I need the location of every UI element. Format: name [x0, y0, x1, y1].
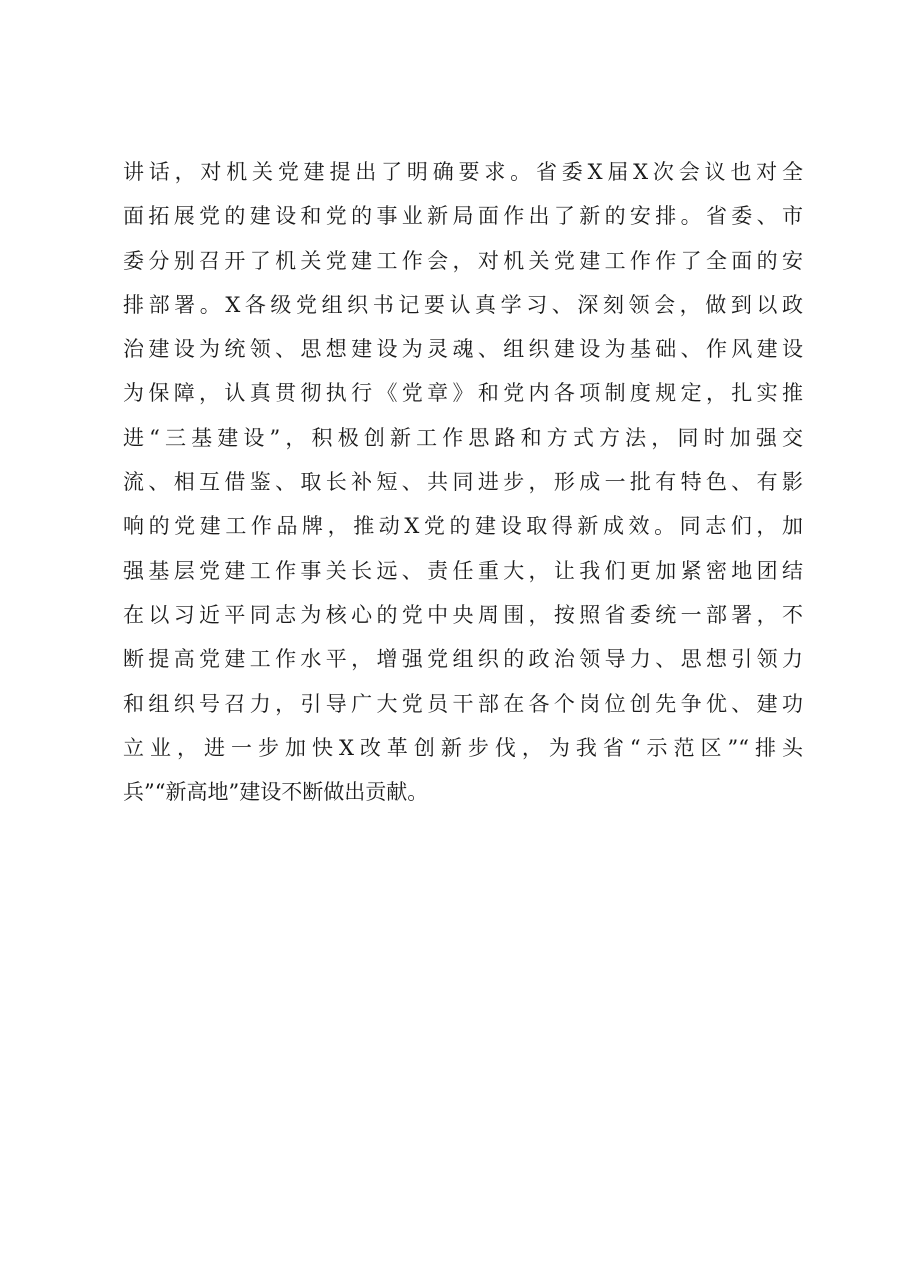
- body-paragraph: [123, 150, 803, 814]
- text-line-6: 为保障，认真贯彻执行《党章》和党内各项制度规定，扎实推: [123, 381, 803, 406]
- text-line-9: 响的党建工作品牌，推动X党的建设取得新成效。同志们，加: [123, 514, 803, 539]
- text-line-7: 进“三基建设”，积极创新工作思路和方式方法，同时加强交: [123, 425, 803, 450]
- text-line-8: 流、相互借鉴、取长补短、共同进步，形成一批有特色、有影: [123, 470, 803, 495]
- text-line-10: 强基层党建工作事关长远、责任重大，让我们更加紧密地团结: [123, 558, 803, 583]
- text-line-15: 兵”“新高地”建设不断做出贡献。: [123, 780, 429, 805]
- text-line-11: 在以习近平同志为核心的党中央周围，按照省委统一部署，不: [123, 602, 803, 627]
- text-line-1: 讲话，对机关党建提出了明确要求。省委X届X次会议也对全: [123, 160, 803, 184]
- text-line-13: 和组织号召力，引导广大党员干部在各个岗位创先争优、建功: [123, 691, 803, 716]
- text-line-3: 委分别召开了机关党建工作会，对机关党建工作作了全面的安: [123, 248, 803, 273]
- text-line-14: 立业，进一步加快X改革创新步伐，为我省“示范区”“排头: [123, 735, 803, 760]
- text-line-4: 排部署。X各级党组织书记要认真学习、深刻领会，做到以政: [123, 292, 803, 317]
- text-line-12: 断提高党建工作水平，增强党组织的政治领导力、思想引领力: [123, 647, 803, 672]
- text-line-5: 治建设为统领、思想建设为灵魂、组织建设为基础、作风建设: [123, 337, 803, 362]
- text-line-2: 面拓展党的建设和党的事业新局面作出了新的安排。省委、市: [123, 204, 803, 229]
